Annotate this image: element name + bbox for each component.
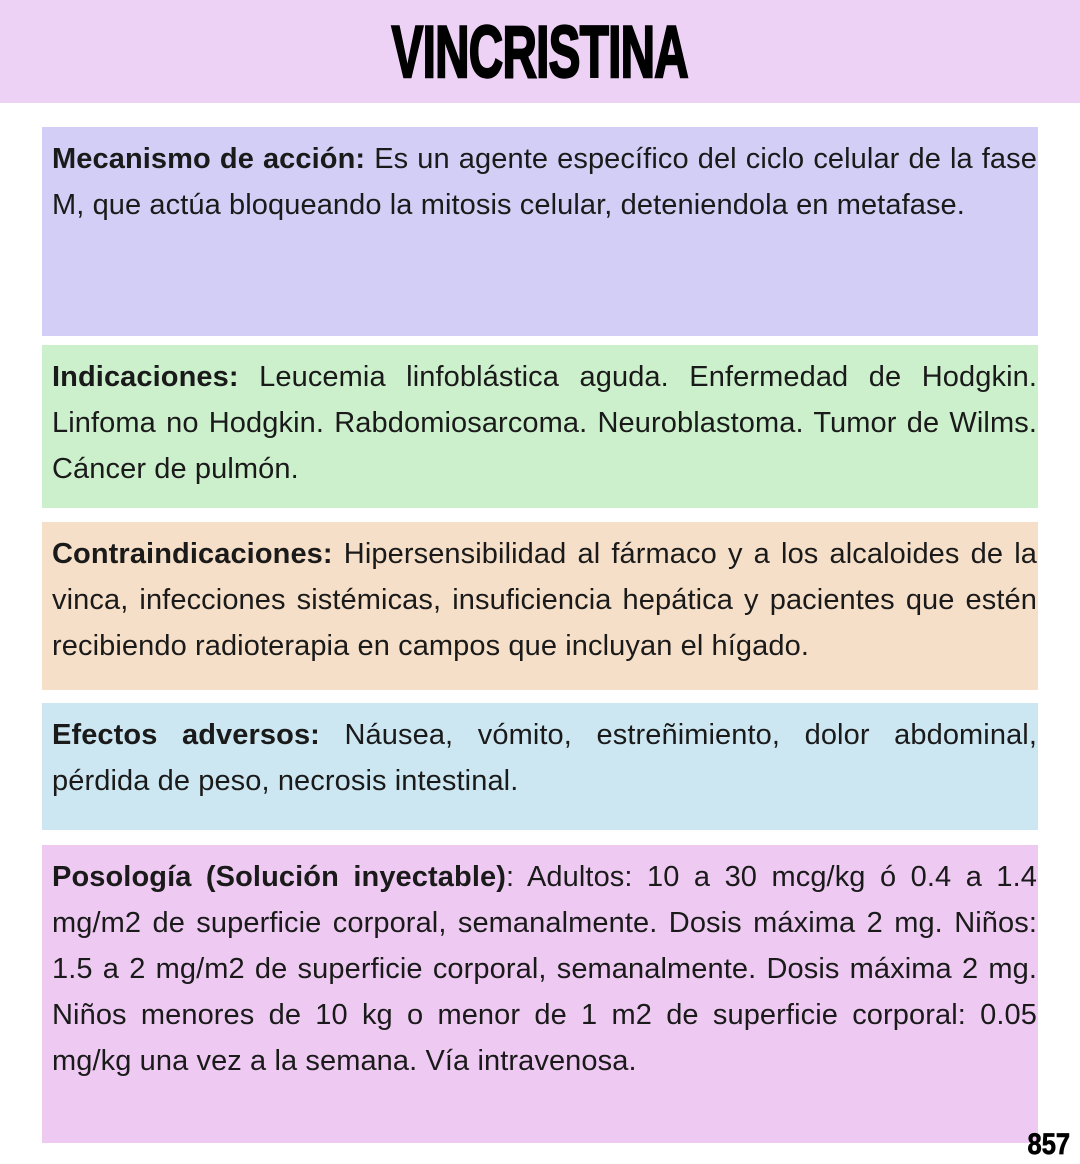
section-efectos-adversos: [42, 703, 1038, 830]
section-label: Mecanismo de acción:: [52, 143, 366, 175]
section-indicaciones: [42, 345, 1038, 508]
section-paragraph: [52, 531, 1037, 669]
section-label: Contraindicaciones:: [52, 538, 333, 570]
section-body: Hipersensibilidad al fármaco y a los alcaloides de la vinca, infecciones sistémicas, insuficiencia hepática y pacientes que estén recibiendo radioterapia en campos que incluyan el hígado.: [52, 538, 1037, 662]
section-body: Es un agente específico del ciclo celular de la fase M, que actúa bloqueando la mitosis celular, deteniendola en metafase.: [52, 143, 1037, 221]
section-paragraph: [52, 136, 1037, 228]
section-label: Efectos adversos:: [52, 719, 320, 751]
drug-title: VINCRISTINA: [391, 10, 689, 93]
section-paragraph: [52, 854, 1037, 1084]
section-label: Indicaciones:: [52, 361, 239, 393]
section-contraindicaciones: [42, 522, 1038, 690]
drug-title-banner: [0, 0, 1080, 103]
section-mecanismo-de-accion: [42, 127, 1038, 336]
section-label: Posología (Solución inyectable): [52, 861, 506, 893]
section-body: Náusea, vómito, estreñimiento, dolor abdominal, pérdida de peso, necrosis intestinal.: [52, 719, 1037, 797]
section-paragraph: [52, 712, 1037, 804]
section-body: Leucemia linfoblástica aguda. Enfermedad de Hodgkin. Linfoma no Hodgkin. Rabdomiosarcoma. Neuroblastoma. Tumor de Wilms. Cáncer de pulmón.: [52, 361, 1037, 485]
section-body: : Adultos: 10 a 30 mcg/kg ó 0.4 a 1.4 mg/m2 de superficie corporal, semanalmente. Dosis máxima 2 mg. Niños: 1.5 a 2 mg/m2 de superficie corporal, semanalmente. Dosis máxima 2 mg. Niños menores de 10 kg o menor de 1 m2 de superficie corporal: 0.05 mg/kg una vez a la semana. Vía intravenosa.: [52, 861, 1037, 1077]
section-posologia: [42, 845, 1038, 1143]
page-number: 857: [1027, 1128, 1070, 1161]
section-paragraph: [52, 354, 1037, 492]
